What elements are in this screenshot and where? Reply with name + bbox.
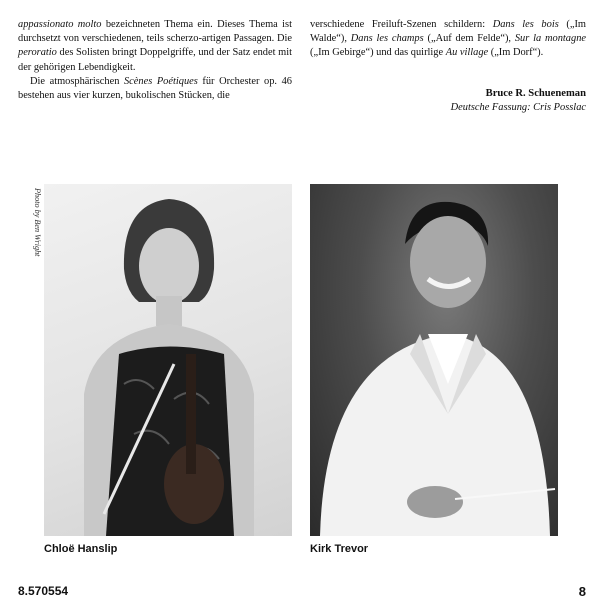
photo-kirk-trevor bbox=[310, 184, 558, 536]
catalog-number: 8.570554 bbox=[18, 584, 69, 598]
photo-credit: Photo by Ben Wright bbox=[33, 188, 42, 257]
caption-chloe-hanslip: Chloë Hanslip bbox=[44, 543, 118, 555]
right-text-column bbox=[310, 18, 586, 61]
left-paragraph-1: appassionato molto bezeichneten Thema ein. Dieses Thema ist durchsetzt von verschiedenen, teils scherzo-artigen Passagen. Die peroratio des Solisten bringt Doppelgriffe, und der Satz endet mit der gehörigen Lebendigkeit. bbox=[18, 19, 292, 73]
photo-chloe-hanslip bbox=[44, 184, 292, 536]
caption-kirk-trevor: Kirk Trevor bbox=[310, 543, 369, 555]
author-credit: Bruce R. Schueneman bbox=[485, 88, 586, 99]
conductor-illustration bbox=[310, 184, 558, 536]
translation-credit: Deutsche Fassung: Cris Posslac bbox=[450, 102, 586, 113]
left-paragraph-2: Die atmosphärischen Scènes Poétiques für Orchester op. 46 bestehen aus vier kurzen, bukolischen Stücken, die bbox=[18, 75, 292, 102]
page-number: 8 bbox=[578, 584, 586, 599]
violinist-illustration bbox=[44, 184, 292, 536]
left-text-column bbox=[18, 18, 292, 103]
right-paragraph-1: verschiedene Freiluft-Szenen schildern: Dans les bois („Im Walde“), Dans les champs („Auf dem Felde“), Sur la montagne („Im Gebirge“) und das quirlige Au village („Im Dorf“). bbox=[310, 19, 587, 59]
